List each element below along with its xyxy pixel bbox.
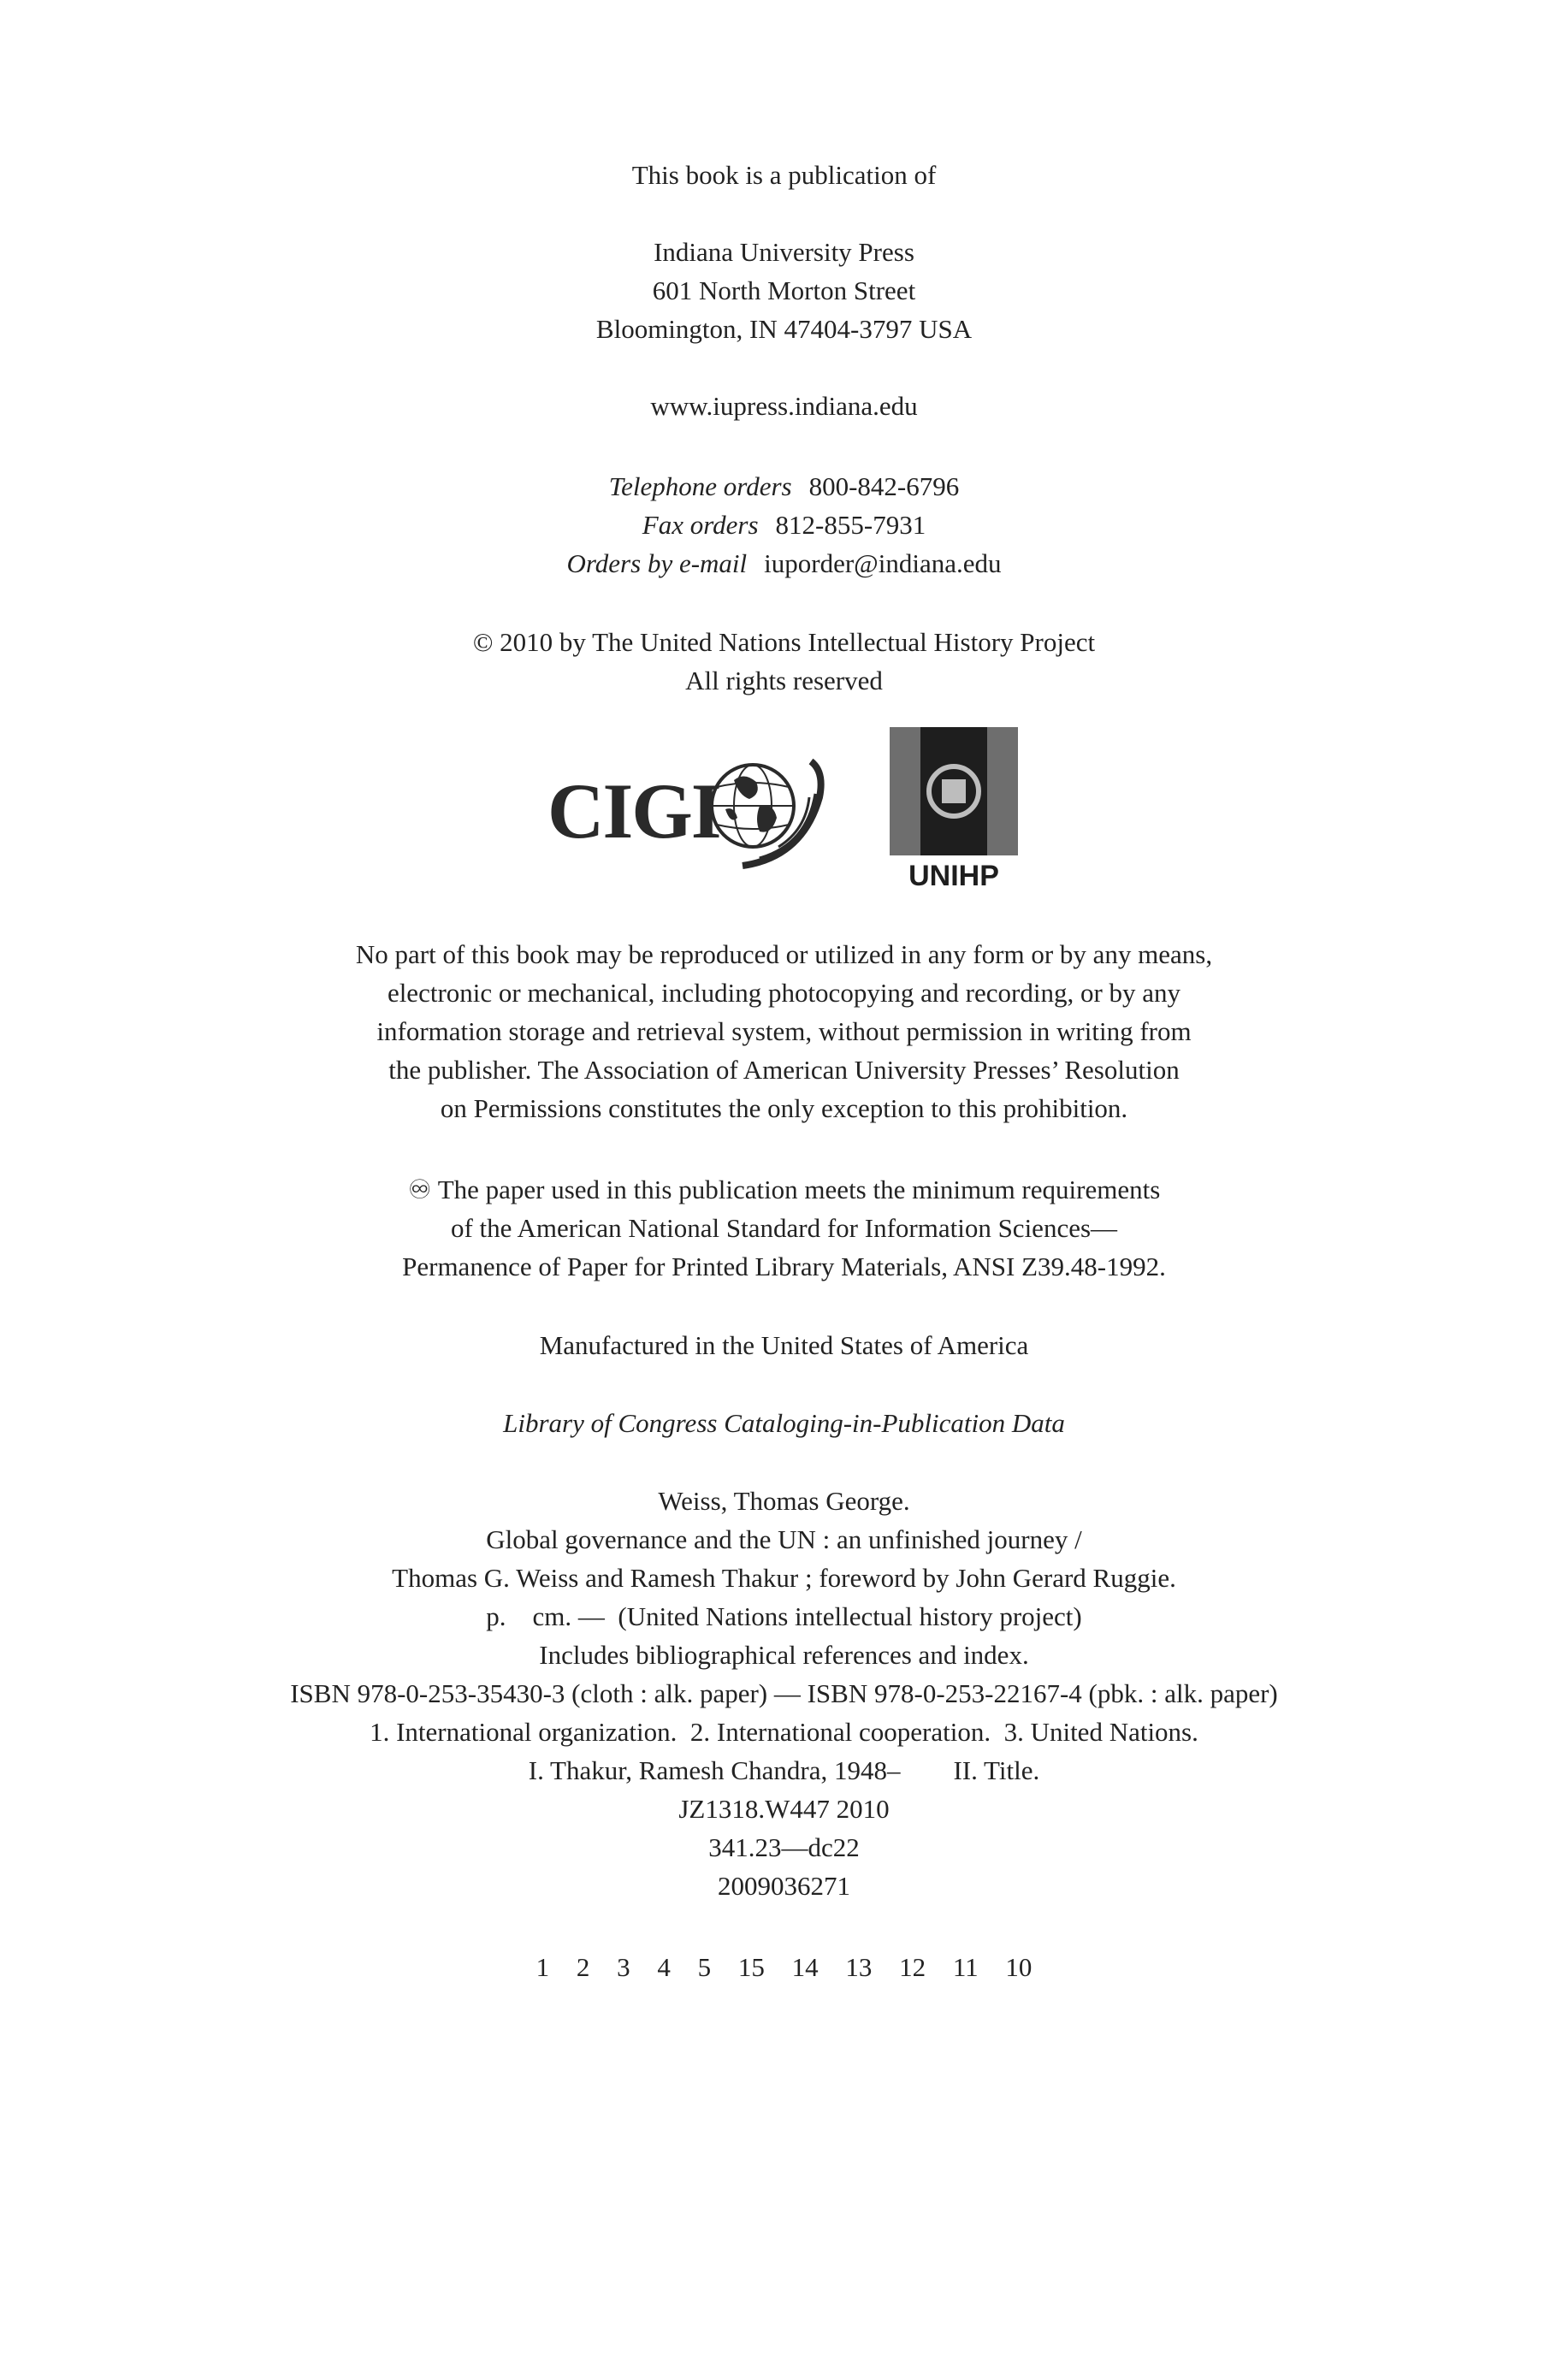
notice-line: the publisher. The Association of American University Presses’ Resolution xyxy=(388,1055,1180,1085)
printing-number: 2 xyxy=(576,1952,590,1982)
publication-intro: This book is a publication of xyxy=(631,160,937,190)
cigi-logo xyxy=(547,746,838,874)
unihp-logo xyxy=(890,727,1018,894)
rights-notice xyxy=(0,935,1568,1127)
printing-number: 1 xyxy=(535,1952,550,1982)
cip-line: JZ1318.W447 2010 xyxy=(678,1794,890,1824)
printing-number: 14 xyxy=(791,1952,819,1982)
cip-line: p. cm. — (United Nations intellectual history project) xyxy=(486,1601,1082,1631)
globe-icon xyxy=(700,746,837,874)
printing-number: 3 xyxy=(617,1952,630,1982)
publisher-street: 601 North Morton Street xyxy=(652,275,916,305)
cip-line: Global governance and the UN : an unfinished journey / xyxy=(486,1524,1082,1554)
notice-line: information storage and retrieval system, without permission in writing from xyxy=(376,1016,1192,1046)
cip-line: I. Thakur, Ramesh Chandra, 1948– II. Title. xyxy=(528,1755,1040,1785)
cip-line: 1. International organization. 2. International cooperation. 3. United Nations. xyxy=(370,1717,1198,1747)
printing-number: 4 xyxy=(657,1952,671,1982)
cip-line: ISBN 978-0-253-35430-3 (cloth : alk. paper) — ISBN 978-0-253-22167-4 (pbk. : alk. paper) xyxy=(290,1678,1278,1708)
printing-numbers xyxy=(0,1948,1568,1986)
printing-number: 15 xyxy=(737,1952,765,1982)
unihp-wordmark: UNIHP xyxy=(908,860,999,892)
printing-number: 10 xyxy=(1005,1952,1033,1982)
copyright-line: © 2010 by The United Nations Intellectual History Project xyxy=(472,627,1096,657)
printing-number: 11 xyxy=(952,1952,979,1982)
order-value: iuporder@indiana.edu xyxy=(764,548,1002,578)
publisher-website: www.iupress.indiana.edu xyxy=(650,391,918,421)
cip-heading-block xyxy=(0,1404,1568,1442)
paper-line: of the American National Standard for Information Sciences— xyxy=(450,1213,1118,1243)
manufactured-block xyxy=(0,1326,1568,1364)
manufactured-line: Manufactured in the United States of America xyxy=(539,1330,1029,1360)
rights-line: All rights reserved xyxy=(685,666,883,695)
notice-line: No part of this book may be reproduced or utilized in any form or by any means, xyxy=(355,939,1213,969)
notice-line: electronic or mechanical, including photocopying and recording, or by any xyxy=(387,978,1181,1008)
order-line xyxy=(0,544,1568,583)
unihp-emblem-icon xyxy=(890,727,1018,855)
order-label: Fax orders xyxy=(642,510,759,540)
printing-number: 12 xyxy=(899,1952,926,1982)
copyright-block xyxy=(0,623,1568,700)
printing-number: 13 xyxy=(845,1952,873,1982)
publisher-name: Indiana University Press xyxy=(654,237,914,267)
paper-line: Permanence of Paper for Printed Library Materials, ANSI Z39.48-1992. xyxy=(402,1252,1166,1281)
cip-line: Includes bibliographical references and index. xyxy=(539,1640,1029,1670)
order-value: 812-855-7931 xyxy=(775,510,926,540)
notice-line: on Permissions constitutes the only exception to this prohibition. xyxy=(440,1093,1128,1123)
cip-heading: Library of Congress Cataloging-in-Publication Data xyxy=(503,1408,1065,1438)
order-value: 800-842-6796 xyxy=(808,471,960,501)
publisher-city: Bloomington, IN 47404-3797 USA xyxy=(595,314,973,344)
cip-line: Weiss, Thomas George. xyxy=(658,1486,910,1516)
printing-number: 5 xyxy=(697,1952,712,1982)
logos-row xyxy=(0,727,1568,898)
paper-line: ♾ The paper used in this publication meets the minimum requirements xyxy=(407,1175,1161,1204)
paper-notice xyxy=(0,1170,1568,1286)
orders-block xyxy=(0,467,1568,583)
cip-data xyxy=(0,1482,1568,1905)
order-line xyxy=(0,506,1568,544)
order-line xyxy=(0,467,1568,506)
order-label: Telephone orders xyxy=(608,471,792,501)
printing-line xyxy=(0,1948,1568,1986)
publisher-block xyxy=(0,156,1568,425)
cip-line: 2009036271 xyxy=(718,1871,850,1901)
cip-line: Thomas G. Weiss and Ramesh Thakur ; foreword by John Gerard Ruggie. xyxy=(392,1563,1176,1593)
cip-line: 341.23—dc22 xyxy=(708,1832,860,1862)
order-label: Orders by e-mail xyxy=(566,548,748,578)
cigi-wordmark: CIGI xyxy=(547,767,720,855)
